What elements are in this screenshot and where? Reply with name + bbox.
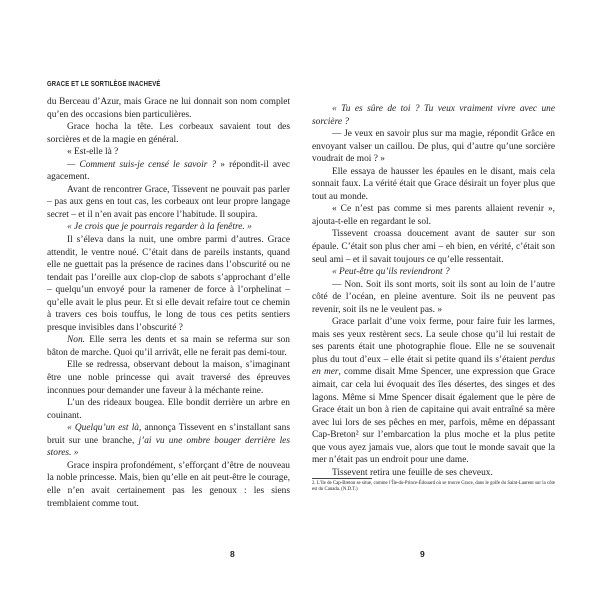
text-run: du Berceau d’Azur, mais Grace ne lui donnait son nom complet qu’en des occasions bien particulières. xyxy=(47,97,290,120)
paragraph xyxy=(47,96,290,121)
paragraph xyxy=(312,103,555,128)
footnote: 2. L’île de Cap-Breton se situe, comme l’Île-du-Prince-Édouard où se trouve Grace, dans le golfe du Saint-Laurent sur la côte est du Canada. (N.D.T.) xyxy=(312,481,555,493)
text-run: « Ce n’est pas comme si mes parents allaient revenir », ajouta-t-elle en regardant le sol. xyxy=(312,204,555,227)
footnote-rule xyxy=(312,478,372,479)
text-run: — Je veux en savoir plus sur ma magie, répondit Grâce en envoyant valser un caillou. De plus, qui d’autre qu’une sorcière voudrait de moi ? » xyxy=(312,129,555,165)
paragraph xyxy=(47,184,290,222)
right-page xyxy=(300,0,600,600)
paragraph xyxy=(312,203,555,228)
text-run: Elle serra les dents et sa main se referma sur son bâton de marche. Quoi qu’il arrivât, elle ne ferait pas demi-tour. xyxy=(47,335,290,358)
paragraph xyxy=(47,422,290,460)
text-run: Tissevent croassa doucement avant de sauter sur son épaule. C’était son plus cher ami – eh bien, en vérité, c’était son seul ami – et il savait toujours ce qu’elle ressentait. xyxy=(312,229,555,265)
paragraph xyxy=(47,121,290,146)
text-run: Elle se redressa, observant debout la maison, s’imaginant être une noble princesse qui avait traversé des épreuves inconnues pour demander une faveur à la méchante reine. xyxy=(47,360,290,396)
paragraph xyxy=(47,234,290,334)
italic-text: « Quelqu’un est là, xyxy=(67,423,142,434)
paragraph xyxy=(312,128,555,166)
left-page-text xyxy=(47,96,290,510)
paragraph xyxy=(47,146,290,159)
paragraph xyxy=(312,279,555,317)
italic-text: — Comment suis-je censé le savoir ? xyxy=(67,159,217,170)
italic-text: j’ai vu une ombre bouger derrière les stores. » xyxy=(47,435,290,459)
text-run: Grace hocha la tête. Les corbeaux savaient tout des sorcières et de la magie en général. xyxy=(47,122,290,145)
italic-text: « Je crois que je pourrais regarder à la fenêtre. » xyxy=(67,222,252,233)
text-run: « Est-elle là ? xyxy=(67,147,119,158)
paragraph xyxy=(47,359,290,397)
paragraph xyxy=(47,397,290,422)
text-run: Il s’éleva dans la nuit, une ombre parmi d’autres. Grace attendit, le ventre noué. C’était dans de pareils instants, quand elle ne guettait pas la présence de racines dans l’obscurité ou ne tendait pas l’oreille aux clop-clop de sabots s’approchant d’elle – quelqu’un envoyé pour la ramener de force à l’orphelinat – qu’elle avait le plus peur. Et si elle devait refaire tout ce chemin à travers ces bois touffus, le long de tous ces petits sentiers presque invisibles dans l’obscurité ? xyxy=(47,235,290,333)
italic-text: Non. xyxy=(67,335,85,346)
running-head: GRACE ET LE SORTILÈGE INACHEVÉ xyxy=(47,81,161,88)
text-run: Elle essaya de hausser les épaules en le disant, mais cela sonnait faux. La vérité était que Grace désirait un foyer plus que tout au monde. xyxy=(312,166,555,202)
italic-text: perdus en mer xyxy=(312,354,555,378)
text-run: Grace parlait d’une voix ferme, pour faire fuir les larmes, mais ses yeux restèrent secs. La seule chose qu’il lui restait de ses parents était une photographie floue. Elle ne se souvenait plus du tout d’eux – elle était si petite quand ils s’étaient xyxy=(312,317,555,365)
paragraph xyxy=(47,159,290,184)
paragraph xyxy=(312,316,555,467)
paragraph xyxy=(47,460,290,510)
page-number: 8 xyxy=(230,549,235,559)
text-run: , comme disait Mme Spencer, une expression que Grace aimait, car cela lui évoquait des îles désertes, des singes et des lagons. Même si Mme Spencer disait également que le père de Grace était un bon à rien de capitaine qui avait entraîné sa mère avec lui lors de ses pêches en mer, parfois, même en dépassant Cap-Breton² sur l’embarcation la plus moche et la plus petite que vous ayez jamais vue, alors que tout le monde savait que la mer n’était pas un endroit pour une dame. xyxy=(312,367,555,466)
text-run: L’un des rideaux bougea. Elle bondit derrière un arbre en couinant. xyxy=(47,398,290,421)
page-number: 9 xyxy=(420,549,425,559)
paragraph xyxy=(47,221,290,234)
paragraph xyxy=(312,228,555,266)
text-run: Avant de rencontrer Grace, Tissevent ne pouvait pas parler – pas aux gens en tout cas, les corbeaux ont leur propre langage secret – et il n’en avait pas encore l’habitude. Il soupira. xyxy=(47,184,290,220)
paragraph xyxy=(47,334,290,359)
text-run: Tissevent retira une feuille de ses cheveux. xyxy=(332,467,493,478)
text-run: — Non. Soit ils sont morts, soit ils sont au loin de l’autre côté de l’océan, en pleine aventure. Soit ils ne peuvent pas revenir, soit ils ne le veulent pas. » xyxy=(312,279,555,315)
text-run: » répondit-il avec agacement. xyxy=(47,159,290,183)
text-run: Grace inspira profondément, s’efforçant d’être de nouveau la noble princesse. Mais, bien qu’elle en ait peut-être le courage, elle n’en avait certainement pas les genoux : les siens tremblaient comme tout. xyxy=(47,460,290,509)
right-page-text xyxy=(312,103,555,479)
italic-text: « Tu es sûre de toi ? Tu veux vraiment vivre avec une sorcière ? xyxy=(312,104,555,127)
paragraph xyxy=(312,266,555,279)
paragraph xyxy=(312,166,555,204)
italic-text: « Peut-être qu’ils reviendront ? xyxy=(332,267,450,278)
text-run: annonça Tissevent en s’installant sans bruit sur une branche, xyxy=(47,423,290,446)
